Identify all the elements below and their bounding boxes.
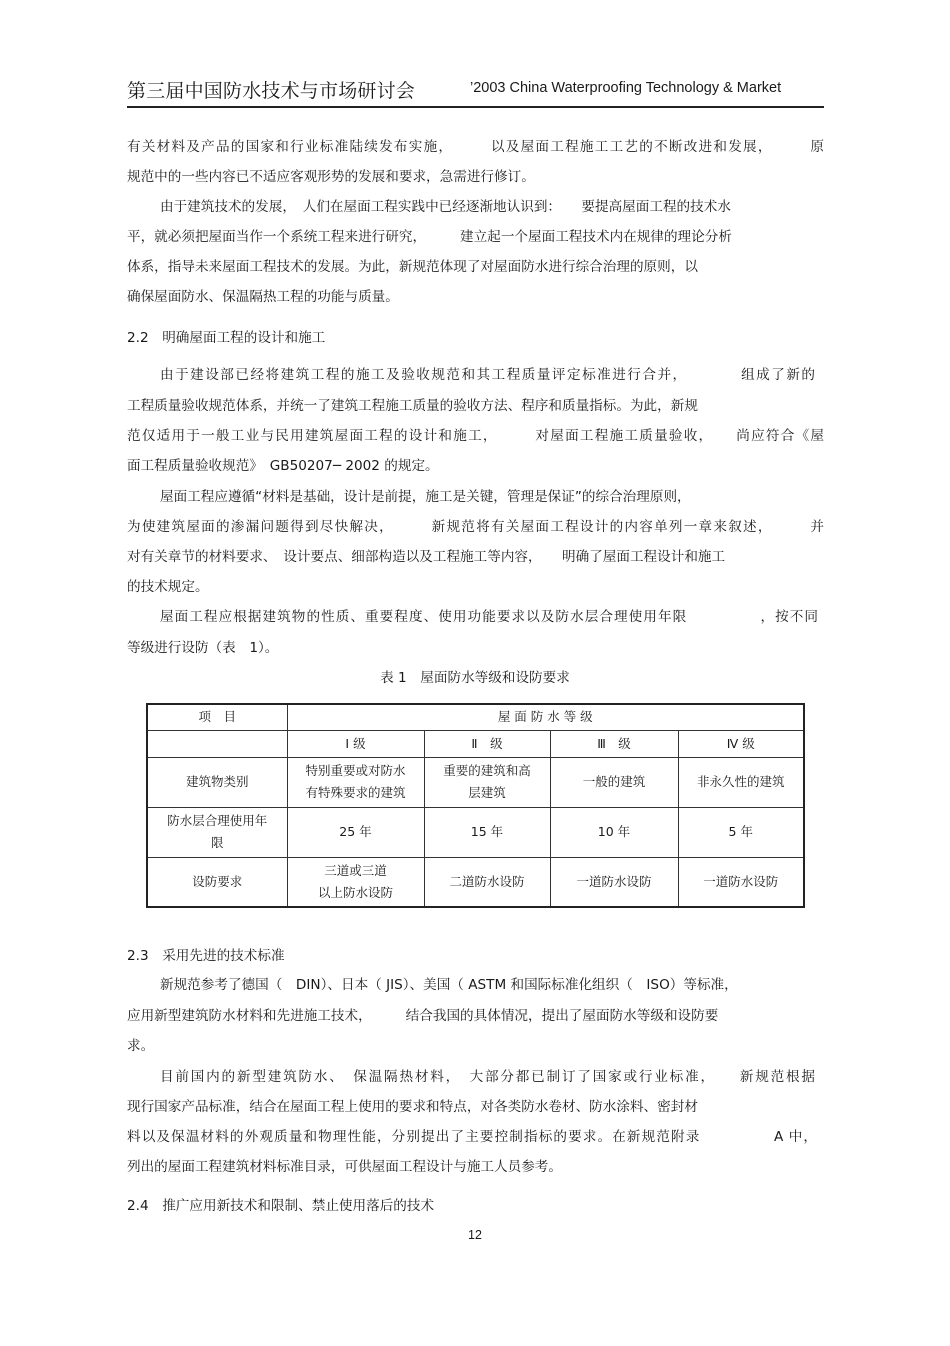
table-cell: Ⅳ 级	[678, 730, 804, 757]
cell-line: 有特殊要求的建筑	[305, 785, 406, 800]
paragraph-line: 由于建设部已经将建筑工程的施工及验收规范和其工程质量评定标准进行合并， 组成了新的	[160, 367, 815, 383]
paragraph-line: 等级进行设防（表 1）。	[127, 640, 279, 656]
cell-line: 以上防水设防	[317, 884, 393, 900]
table-cell: 二道防水设防	[424, 857, 550, 907]
table-row	[147, 807, 804, 857]
paragraph-line: 有关材料及产品的国家和行业标准陆续发布实施， 以及屋面工程施工工艺的不断改进和发展， 原	[127, 139, 824, 155]
table-header-cell: 项 目	[147, 704, 287, 730]
table-cell	[424, 757, 550, 807]
paragraph-line: 工程质量验收规范体系，并统一了建筑工程施工质量的验收方法、程序和质量指标。为此，新规	[127, 398, 698, 414]
paragraph-line: 新规范参考了德国（ DIN）、日本（ JIS）、美国（ ASTM 和国际标准化组织（ ISO）等标准，	[160, 977, 738, 993]
paragraph-line: 列出的屋面工程建筑材料标准目录，可供屋面工程设计与施工人员参考。	[127, 1159, 562, 1175]
table-cell: 15 年	[424, 807, 550, 857]
table-grade-row	[147, 730, 804, 757]
table-cell: 25 年	[287, 807, 424, 857]
cell-line: 层建筑	[468, 785, 506, 800]
table-header-row	[147, 704, 804, 730]
cell-line: 限	[210, 835, 224, 850]
table-cell: Ⅰ 级	[287, 730, 424, 757]
section-heading: 2.3 采用先进的技术标准	[127, 948, 285, 964]
paragraph-line: 对有关章节的材料要求、 设计要点、细部构造以及工程施工等内容， 明确了屋面工程设计和施工	[127, 549, 726, 565]
table-cell: 一道防水设防	[550, 857, 678, 907]
paragraph-line: 求。	[127, 1038, 155, 1054]
table-cell	[287, 757, 424, 807]
cell-line: 防水层合理使用年	[167, 813, 268, 828]
paragraph-line: 目前国内的新型建筑防水、 保温隔热材料， 大部分都已制订了国家或行业标准， 新规范根据	[160, 1069, 815, 1085]
paragraph-line: 屋面工程应根据建筑物的性质、重要程度、使用功能要求以及防水层合理使用年限 ，按不同	[160, 609, 818, 625]
table-cell: Ⅲ 级	[550, 730, 678, 757]
paragraph-line: 为使建筑屋面的渗漏问题得到尽快解决， 新规范将有关屋面工程设计的内容单列一章来叙述， 并	[127, 519, 824, 535]
table-cell: 10 年	[550, 807, 678, 857]
section-heading: 2.4 推广应用新技术和限制、禁止使用落后的技术	[127, 1198, 435, 1214]
page-number: 12	[468, 1228, 482, 1242]
table-header-cell: 屋 面 防 水 等 级	[287, 704, 804, 730]
paragraph-line: 体系，指导未来屋面工程技术的发展。为此，新规范体现了对屋面防水进行综合治理的原则，以	[127, 259, 698, 275]
table-cell: 5 年	[678, 807, 804, 857]
paragraph-line: 料以及保温材料的外观质量和物理性能，分别提出了主要控制指标的要求。在新规范附录 A 中，	[127, 1129, 817, 1145]
paragraph-line: 应用新型建筑防水材料和先进施工技术， 结合我国的具体情况，提出了屋面防水等级和设防要	[127, 1008, 719, 1024]
section-heading: 2.2 明确屋面工程的设计和施工	[127, 330, 326, 346]
table-row	[147, 857, 804, 907]
table-row-label	[147, 807, 287, 857]
header-rule	[127, 106, 824, 108]
paragraph-line: 的技术规定。	[127, 579, 209, 595]
page-header-title: 第三届中国防水技术与市场研讨会	[127, 80, 416, 102]
table-cell	[287, 857, 424, 907]
cell-line: 重要的建筑和高	[443, 763, 531, 778]
table-cell: Ⅱ 级	[424, 730, 550, 757]
paragraph-line: 屋面工程应遵循“材料是基础，设计是前提，施工是关键，管理是保证”的综合治理原则，	[160, 489, 691, 505]
table-row-label: 设防要求	[147, 857, 287, 907]
paragraph-line: 确保屋面防水、保温隔热工程的功能与质量。	[127, 289, 399, 305]
paragraph-line: 范仅适用于一般工业与民用建筑屋面工程的设计和施工， 对屋面工程施工质量验收， 尚应符合《屋	[127, 428, 824, 444]
paragraph-line: 面工程质量验收规范》 GB50207─ 2002 的规定。	[127, 458, 439, 474]
paragraph-line: 规范中的一些内容已不适应客观形势的发展和要求，急需进行修订。	[127, 169, 535, 185]
table-cell	[147, 730, 287, 757]
paragraph-line: 现行国家产品标准，结合在屋面工程上使用的要求和特点，对各类防水卷材、防水涂料、密封材	[127, 1099, 698, 1115]
table-cell: 非永久性的建筑	[678, 757, 804, 807]
table-row-label: 建筑物类别	[147, 757, 287, 807]
paragraph-line: 平，就必须把屋面当作一个系统工程来进行研究， 建立起一个屋面工程技术内在规律的理论分析	[127, 229, 732, 245]
table-caption: 表 1 屋面防水等级和设防要求	[380, 670, 570, 686]
page-header-conference: ’2003 China Waterproofing Technology & Market	[470, 80, 782, 96]
table-cell: 一般的建筑	[550, 757, 678, 807]
cell-line: 三道或三道	[324, 862, 387, 878]
table-cell: 一道防水设防	[678, 857, 804, 907]
table-row	[147, 757, 804, 807]
paragraph-line: 由于建筑技术的发展， 人们在屋面工程实践中已经逐渐地认识到： 要提高屋面工程的技术水	[160, 199, 731, 215]
cell-line: 特别重要或对防水	[305, 763, 406, 778]
waterproof-grade-table	[146, 703, 805, 908]
